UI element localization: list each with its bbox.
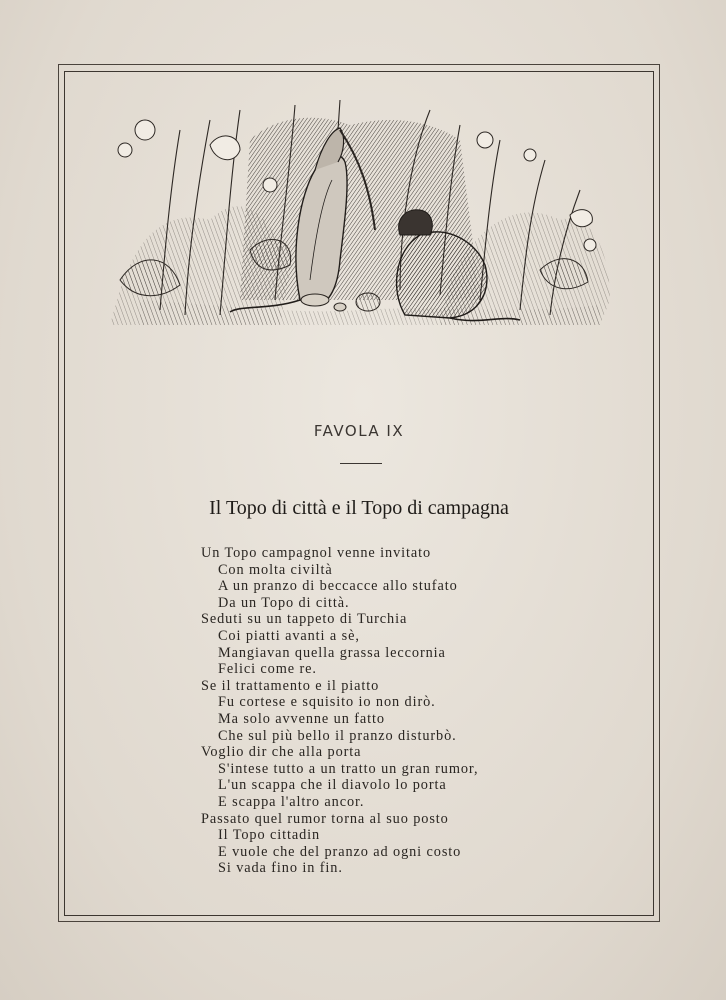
poem-line: Ma solo avvenne un fatto	[218, 710, 385, 727]
poem-line: E vuole che del pranzo ad ogni costo	[218, 843, 462, 860]
poem-line: Che sul più bello il pranzo disturbò.	[218, 727, 457, 744]
poem-line: S'intese tutto a un tratto un gran rumor,	[218, 760, 479, 777]
poem-line: Se il trattamento e il piatto	[201, 677, 380, 694]
heading-divider	[340, 463, 382, 464]
chapter-heading: FAVOLA IX	[313, 422, 405, 440]
poem-line: Fu cortese e squisito io non dirò.	[218, 694, 436, 711]
poem-line: Felici come re.	[218, 661, 317, 678]
poem-text	[201, 545, 478, 877]
poem-line: Seduti su un tappeto di Turchia	[201, 611, 408, 628]
poem-line: Si vada fino in fin.	[218, 860, 343, 877]
mice-engraving	[100, 100, 620, 345]
poem-line: Passato quel rumor torna al suo posto	[201, 810, 449, 827]
poem-line: L'un scappa che il diavolo lo porta	[218, 777, 447, 794]
grass-background	[110, 118, 610, 325]
poem-line: Coi piatti avanti a sè,	[218, 627, 360, 644]
poem-line: Da un Topo di città.	[218, 594, 350, 611]
fable-title: Il Topo di città e il Topo di campagna	[209, 497, 509, 519]
poem-line: Voglio dir che alla porta	[201, 744, 362, 761]
poem-line: E scappa l'altro ancor.	[218, 793, 365, 810]
poem-line: Il Topo cittadin	[218, 827, 321, 844]
poem-line: Con molta civiltà	[218, 561, 333, 578]
poem-line: Un Topo campagnol venne invitato	[201, 545, 432, 561]
poem-line: Mangiavan quella grassa leccornia	[218, 644, 446, 661]
poem-line: A un pranzo di beccacce allo stufato	[218, 578, 458, 595]
